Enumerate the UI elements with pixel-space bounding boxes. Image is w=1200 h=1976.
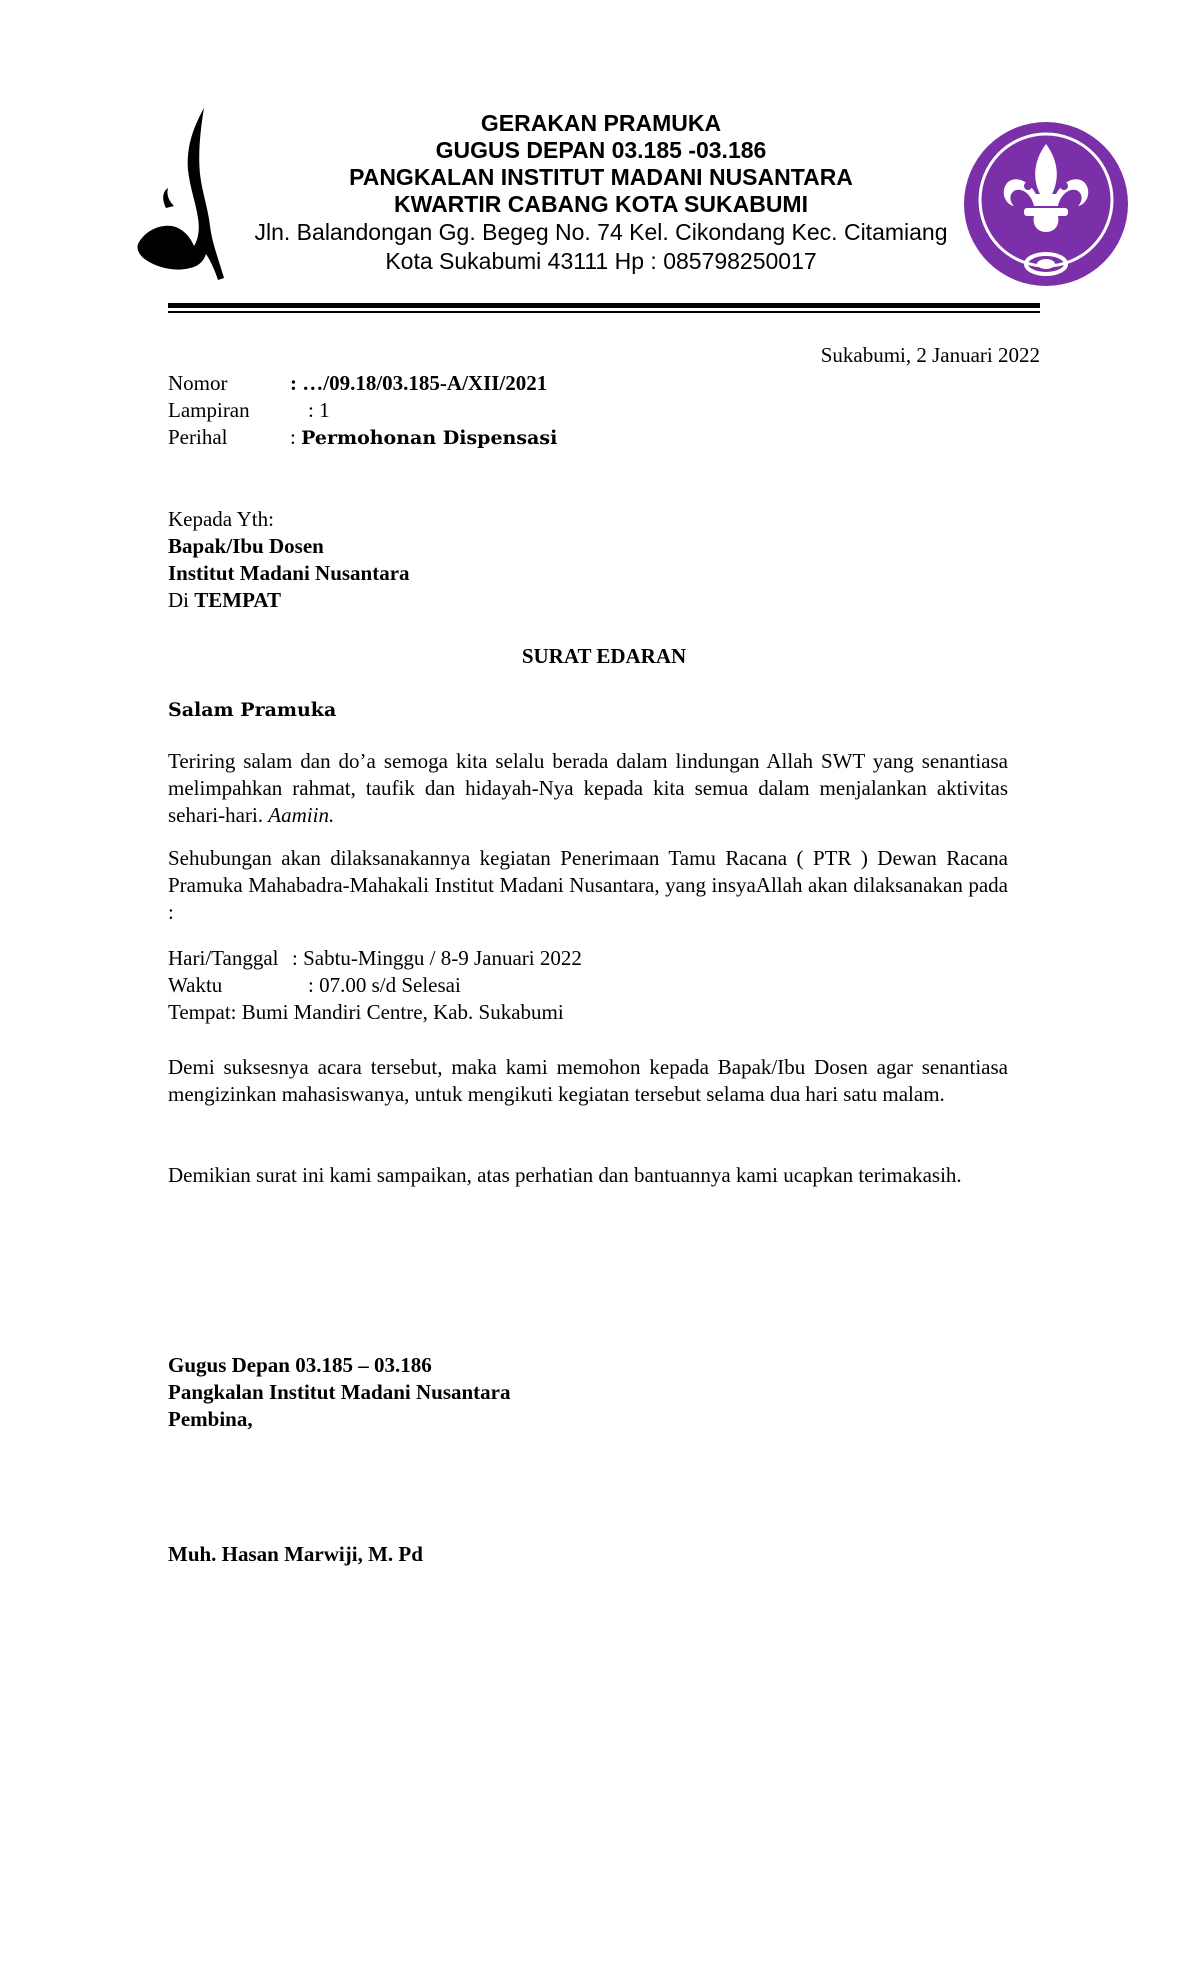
perihal-label: Perihal	[168, 425, 228, 449]
hari-label: Hari/Tanggal	[168, 946, 279, 970]
letterhead-rule-thick	[168, 303, 1040, 308]
letterhead-line-4: KWARTIR CABANG KOTA SUKABUMI	[394, 191, 808, 217]
letterhead-address-1: Jln. Balandongan Gg. Begeg No. 74 Kel. Cikondang Kec. Citamiang	[254, 219, 948, 245]
letterhead-address-2: Kota Sukabumi 43111 Hp : 085798250017	[385, 248, 817, 274]
signature-role: Pembina,	[168, 1407, 253, 1431]
lampiran-value: : 1	[308, 398, 330, 422]
recipient-place: Di TEMPAT	[168, 588, 281, 612]
letterhead	[240, 110, 962, 276]
signer-name: Muh. Hasan Marwiji, M. Pd	[168, 1542, 423, 1566]
signature-org-2: Pangkalan Institut Madani Nusantara	[168, 1380, 511, 1404]
nomor-value: : …/09.18/03.185-A/XII/2021	[290, 371, 548, 395]
paragraph-3: Demi suksesnya acara tersebut, maka kami memohon kepada Bapak/Ibu Dosen agar senantiasa mengizinkan mahasiswanya, untuk mengikuti kegiatan tersebut selama dua hari satu malam.	[168, 1055, 1008, 1106]
letterhead-line-2: GUGUS DEPAN 03.185 -03.186	[435, 137, 767, 163]
recipient-line-2: Institut Madani Nusantara	[168, 561, 410, 585]
letterhead-line-1: GERAKAN PRAMUKA	[480, 110, 722, 136]
kepada-label: Kepada Yth:	[168, 507, 274, 531]
paragraph-2: Sehubungan akan dilaksanakannya kegiatan Penerimaan Tamu Racana ( PTR ) Dewan Racana Pramuka Mahabadra-Mahakali Institut Madani Nusantara, yang insyaAllah akan dilaksanakan pada :	[168, 846, 1008, 924]
tunas-kelapa-icon	[136, 108, 236, 280]
tempat-line: Tempat: Bumi Mandiri Centre, Kab. Sukabumi	[168, 1000, 564, 1024]
paragraph-4: Demikian surat ini kami sampaikan, atas perhatian dan bantuannya kami ucapkan terimakasih.	[168, 1163, 962, 1187]
hari-value: : Sabtu-Minggu / 8-9 Januari 2022	[292, 946, 582, 970]
letterhead-rule-thin	[168, 311, 1040, 313]
letter-date: Sukabumi, 2 Januari 2022	[820, 343, 1040, 367]
signature-org-1: Gugus Depan 03.185 – 03.186	[168, 1353, 432, 1377]
perihal-value: : Permohonan Dispensasi	[290, 425, 558, 449]
letterhead-line-3: PANGKALAN INSTITUT MADANI NUSANTARA	[349, 164, 853, 190]
waktu-label: Waktu	[168, 973, 223, 997]
lampiran-label: Lampiran	[168, 398, 250, 422]
letter-title: SURAT EDARAN	[521, 644, 687, 668]
waktu-value: : 07.00 s/d Selesai	[308, 973, 461, 997]
nomor-label: Nomor	[168, 371, 228, 395]
salam: Salam Pramuka	[168, 699, 337, 721]
scout-fleur-de-lis-icon	[962, 120, 1130, 288]
recipient-line-1: Bapak/Ibu Dosen	[168, 534, 324, 558]
paragraph-1: Teriring salam dan do’a semoga kita selalu berada dalam lindungan Allah SWT yang senantiasa melimpahkan rahmat, taufik dan hidayah-Nya kepada kita semua dalam menjalankan aktivitas sehari-hari. Aamiin.	[168, 749, 1008, 827]
